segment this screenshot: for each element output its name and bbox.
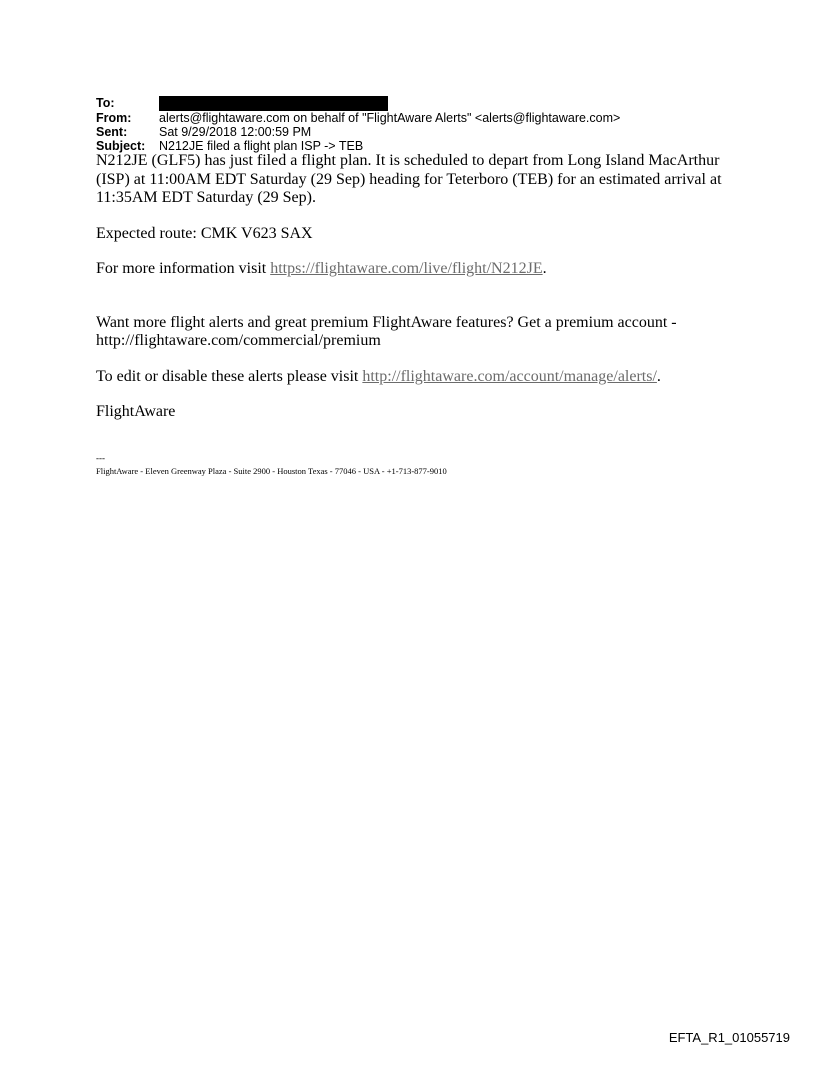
more-info-text: For more information visit	[96, 260, 271, 277]
subject-value: N212JE filed a flight plan ISP -> TEB	[159, 139, 364, 153]
flight-plan-paragraph: N212JE (GLF5) has just filed a flight plan. It is scheduled to depart from Long Island MacArthur (ISP) at 11:00AM EDT Saturday (29 Sep) heading for Teterboro (TEB) for an estimated arrival at 11:35AM EDT Saturday (29 Sep).	[96, 152, 722, 206]
flight-link[interactable]: https://flightaware.com/live/flight/N212JE	[270, 260, 543, 277]
footer-divider: ---	[96, 453, 105, 463]
to-label: To:	[96, 96, 115, 110]
from-value: alerts@flightaware.com on behalf of "FlightAware Alerts" <alerts@flightaware.com>	[159, 111, 621, 125]
expected-route: Expected route: CMK V623 SAX	[96, 224, 313, 242]
email-header	[96, 96, 620, 153]
manage-alerts-period: .	[656, 367, 661, 385]
email-body	[96, 152, 736, 439]
more-info-period: .	[542, 260, 547, 277]
manage-alerts-paragraph	[96, 368, 736, 387]
more-info-paragraph	[96, 260, 736, 279]
subject-label: Subject:	[96, 139, 146, 153]
redaction-bar	[159, 96, 388, 111]
to-row	[96, 96, 620, 111]
premium-paragraph: Want more flight alerts and great premium FlightAware features? Get a premium account - http://flightaware.com/commercial/premium	[96, 313, 677, 349]
sent-label: Sent:	[96, 125, 128, 139]
manage-alerts-link[interactable]: http://flightaware.com/account/manage/alerts/	[362, 367, 657, 385]
bates-number: EFTA_R1_01055719	[668, 1030, 790, 1045]
signature: FlightAware	[96, 403, 176, 420]
subject-row	[96, 139, 620, 153]
from-label: From:	[96, 111, 132, 125]
from-row	[96, 111, 620, 125]
sent-row	[96, 125, 620, 139]
sent-value: Sat 9/29/2018 12:00:59 PM	[159, 125, 312, 139]
manage-alerts-text: To edit or disable these alerts please visit	[96, 367, 363, 385]
footer-address: FlightAware - Eleven Greenway Plaza - Suite 2900 - Houston Texas - 77046 - USA - +1-713-877-9010	[96, 466, 447, 476]
